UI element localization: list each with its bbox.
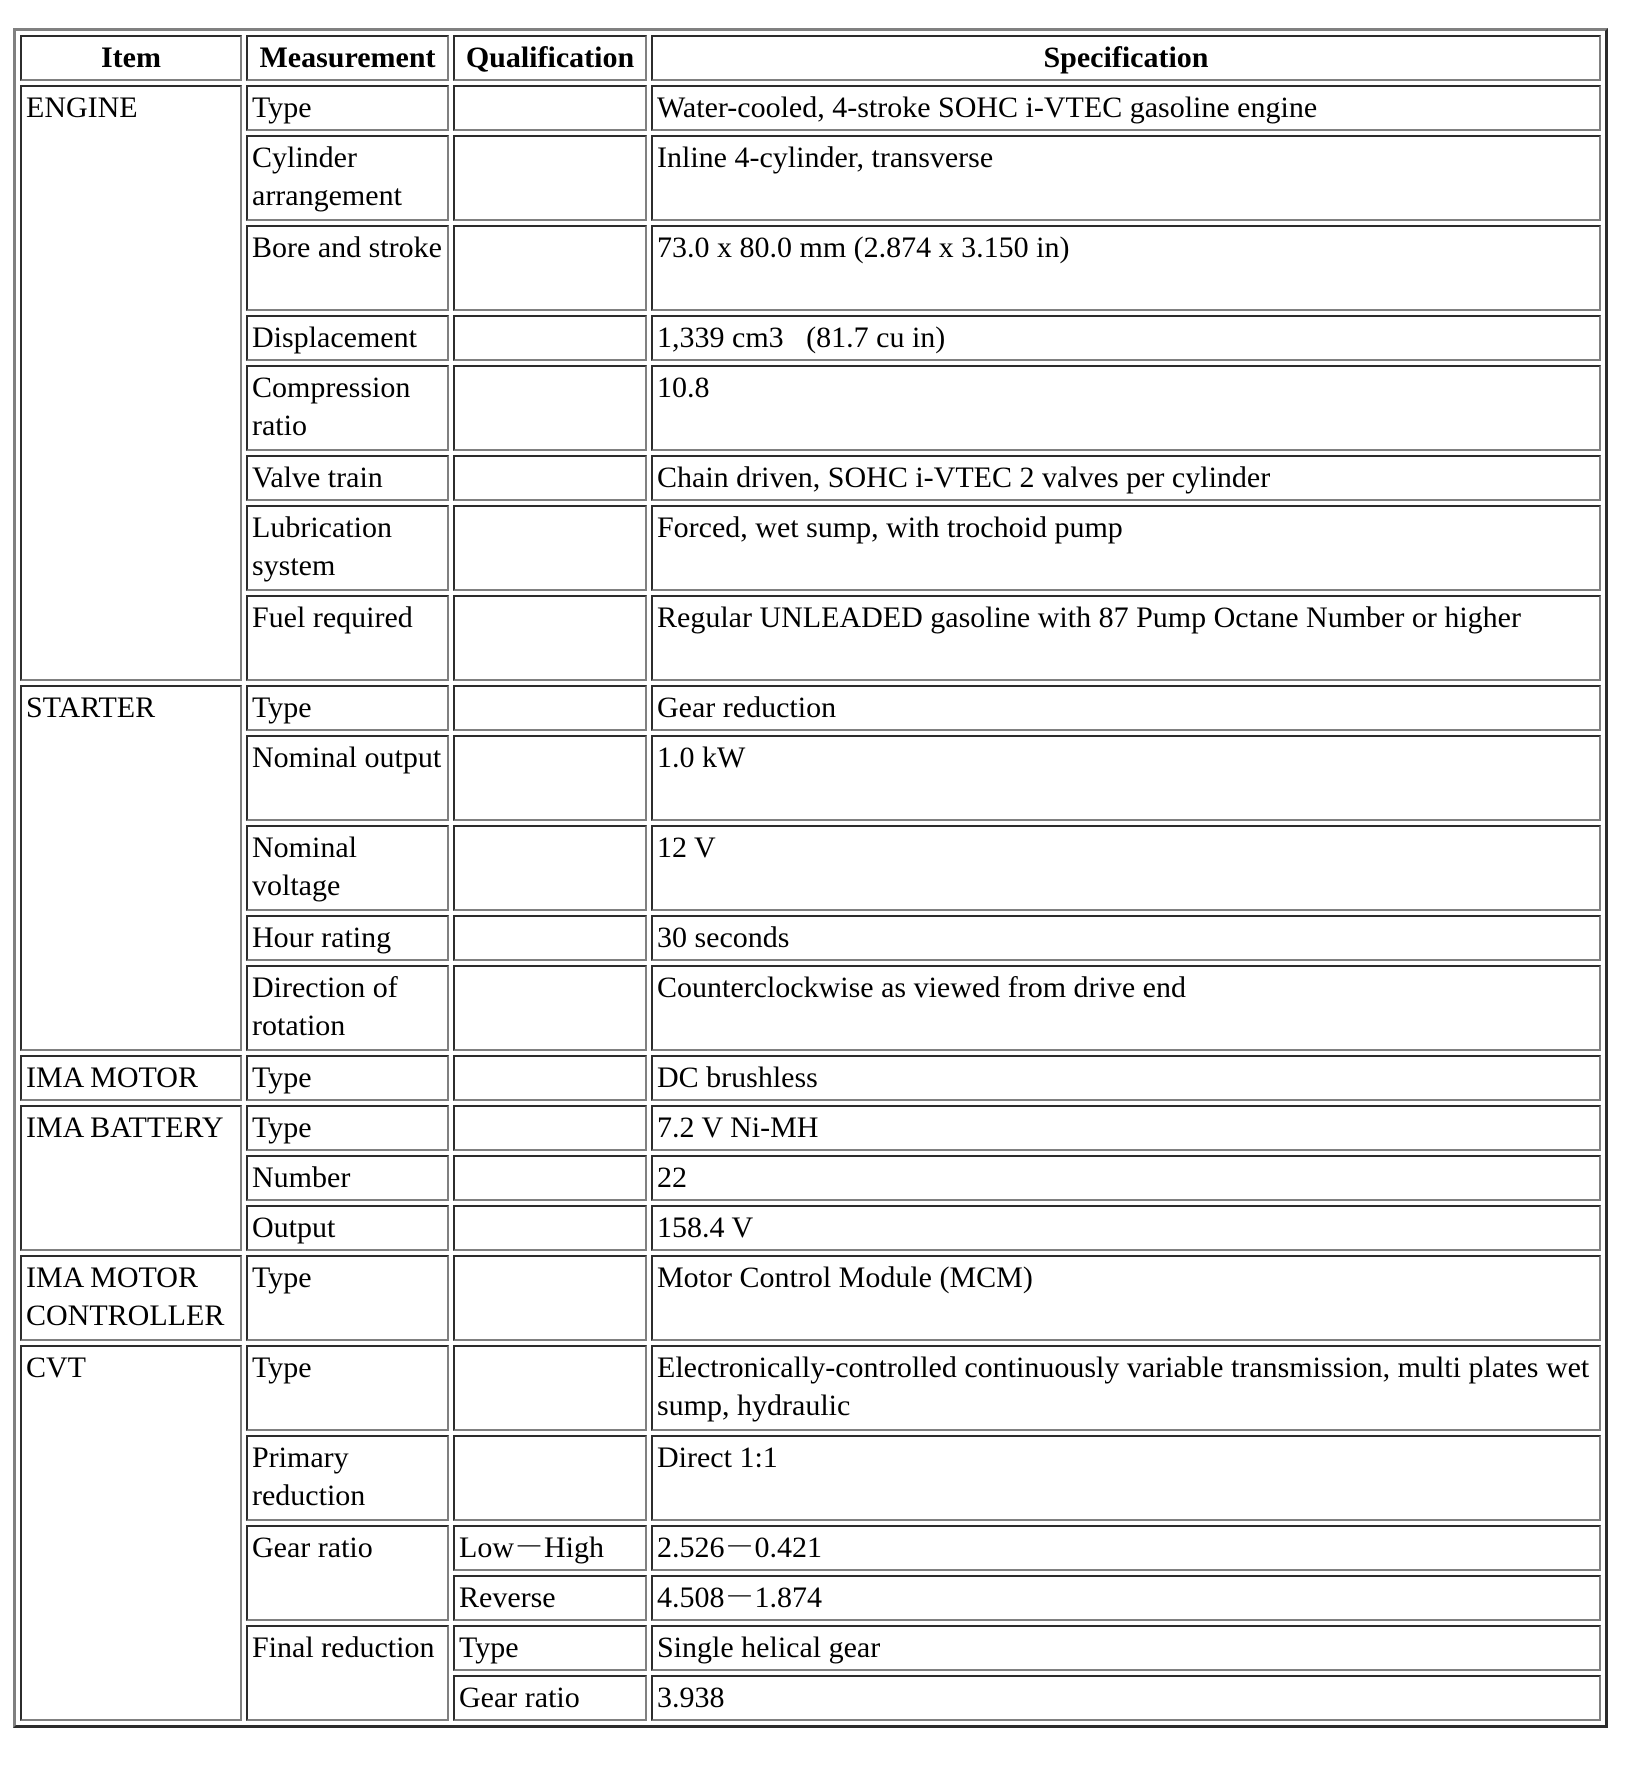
qualification-cell [453,825,647,911]
specification-cell: Single helical gear [651,1625,1601,1671]
table-row [20,315,1601,361]
measurement-cell: Lubrication system [246,505,449,591]
qualification-cell: Low－High [453,1525,647,1571]
table-row [20,965,1601,1051]
qualification-cell [453,225,647,311]
table-row [20,505,1601,591]
header-specification: Specification [651,35,1601,81]
table-row [20,1055,1601,1101]
table-row [20,1155,1601,1201]
specification-cell: 12 V [651,825,1601,911]
measurement-cell: Gear ratio [246,1525,449,1621]
measurement-cell: Nominal output [246,735,449,821]
qualification-cell [453,455,647,501]
specification-cell: 30 seconds [651,915,1601,961]
measurement-cell: Fuel required [246,595,449,681]
qualification-cell [453,1155,647,1201]
qualification-cell [453,1105,647,1151]
table-row [20,735,1601,821]
measurement-cell: Displacement [246,315,449,361]
qualification-cell [453,595,647,681]
specification-cell: 158.4 V [651,1205,1601,1251]
qualification-cell: Gear ratio [453,1675,647,1721]
specification-cell: 2.526－0.421 [651,1525,1601,1571]
qualification-cell [453,315,647,361]
qualification-cell [453,1205,647,1251]
table-row [20,1625,1601,1671]
measurement-cell: Type [246,1105,449,1151]
table-row [20,1345,1601,1431]
table-row [20,455,1601,501]
qualification-cell [453,965,647,1051]
qualification-cell: Type [453,1625,647,1671]
qualification-cell [453,735,647,821]
qualification-cell: Reverse [453,1575,647,1621]
specification-cell: Water-cooled, 4-stroke SOHC i-VTEC gasoline engine [651,85,1601,131]
specification-cell: 10.8 [651,365,1601,451]
measurement-cell: Nominal voltage [246,825,449,911]
table-row [20,685,1601,731]
measurement-cell: Output [246,1205,449,1251]
measurement-cell: Type [246,1345,449,1431]
specification-cell: 1.0 kW [651,735,1601,821]
qualification-cell [453,1055,647,1101]
specification-cell: 73.0 x 80.0 mm (2.874 x 3.150 in) [651,225,1601,311]
qualification-cell [453,1435,647,1521]
qualification-cell [453,135,647,221]
table-row [20,1525,1601,1571]
measurement-cell: Bore and stroke [246,225,449,311]
specification-cell: Chain driven, SOHC i-VTEC 2 valves per cylinder [651,455,1601,501]
table-row [20,1435,1601,1521]
table-row [20,85,1601,131]
measurement-cell: Number [246,1155,449,1201]
specifications-table [13,28,1608,1728]
qualification-cell [453,915,647,961]
item-starter: STARTER [20,685,242,1051]
specification-cell: Electronically-controlled continuously variable transmission, multi plates wet sump, hydraulic [651,1345,1601,1431]
measurement-cell: Valve train [246,455,449,501]
measurement-cell: Hour rating [246,915,449,961]
measurement-cell: Type [246,1055,449,1101]
table-row [20,225,1601,311]
table-row [20,595,1601,681]
specification-cell: Forced, wet sump, with trochoid pump [651,505,1601,591]
header-item: Item [20,35,242,81]
measurement-cell: Direction of rotation [246,965,449,1051]
measurement-cell: Type [246,685,449,731]
measurement-cell: Final reduction [246,1625,449,1721]
specification-cell: 1,339 cm3 (81.7 cu in) [651,315,1601,361]
item-ima-motor-controller: IMA MOTOR CONTROLLER [20,1255,242,1341]
table-row [20,825,1601,911]
measurement-cell: Primary reduction [246,1435,449,1521]
item-engine: ENGINE [20,85,242,681]
table-row [20,1255,1601,1341]
specification-cell: Gear reduction [651,685,1601,731]
table-row [20,1205,1601,1251]
header-qualification: Qualification [453,35,647,81]
qualification-cell [453,1255,647,1341]
table-row [20,915,1601,961]
specification-cell: DC brushless [651,1055,1601,1101]
measurement-cell: Compression ratio [246,365,449,451]
measurement-cell: Type [246,1255,449,1341]
specification-cell: 7.2 V Ni-MH [651,1105,1601,1151]
header-row [20,35,1601,81]
table-row [20,1105,1601,1151]
specification-cell: Counterclockwise as viewed from drive end [651,965,1601,1051]
measurement-cell: Cylinder arrangement [246,135,449,221]
qualification-cell [453,685,647,731]
qualification-cell [453,505,647,591]
specification-cell: Inline 4-cylinder, transverse [651,135,1601,221]
specification-cell: 4.508－1.874 [651,1575,1601,1621]
specification-cell: Motor Control Module (MCM) [651,1255,1601,1341]
qualification-cell [453,365,647,451]
specification-cell: 3.938 [651,1675,1601,1721]
table-row [20,135,1601,221]
measurement-cell: Type [246,85,449,131]
specification-cell: Regular UNLEADED gasoline with 87 Pump Octane Number or higher [651,595,1601,681]
table-row [20,365,1601,451]
item-cvt: CVT [20,1345,242,1721]
header-measurement: Measurement [246,35,449,81]
specification-cell: Direct 1:1 [651,1435,1601,1521]
item-ima-motor: IMA MOTOR [20,1055,242,1101]
qualification-cell [453,85,647,131]
specification-cell: 22 [651,1155,1601,1201]
qualification-cell [453,1345,647,1431]
item-ima-battery: IMA BATTERY [20,1105,242,1251]
